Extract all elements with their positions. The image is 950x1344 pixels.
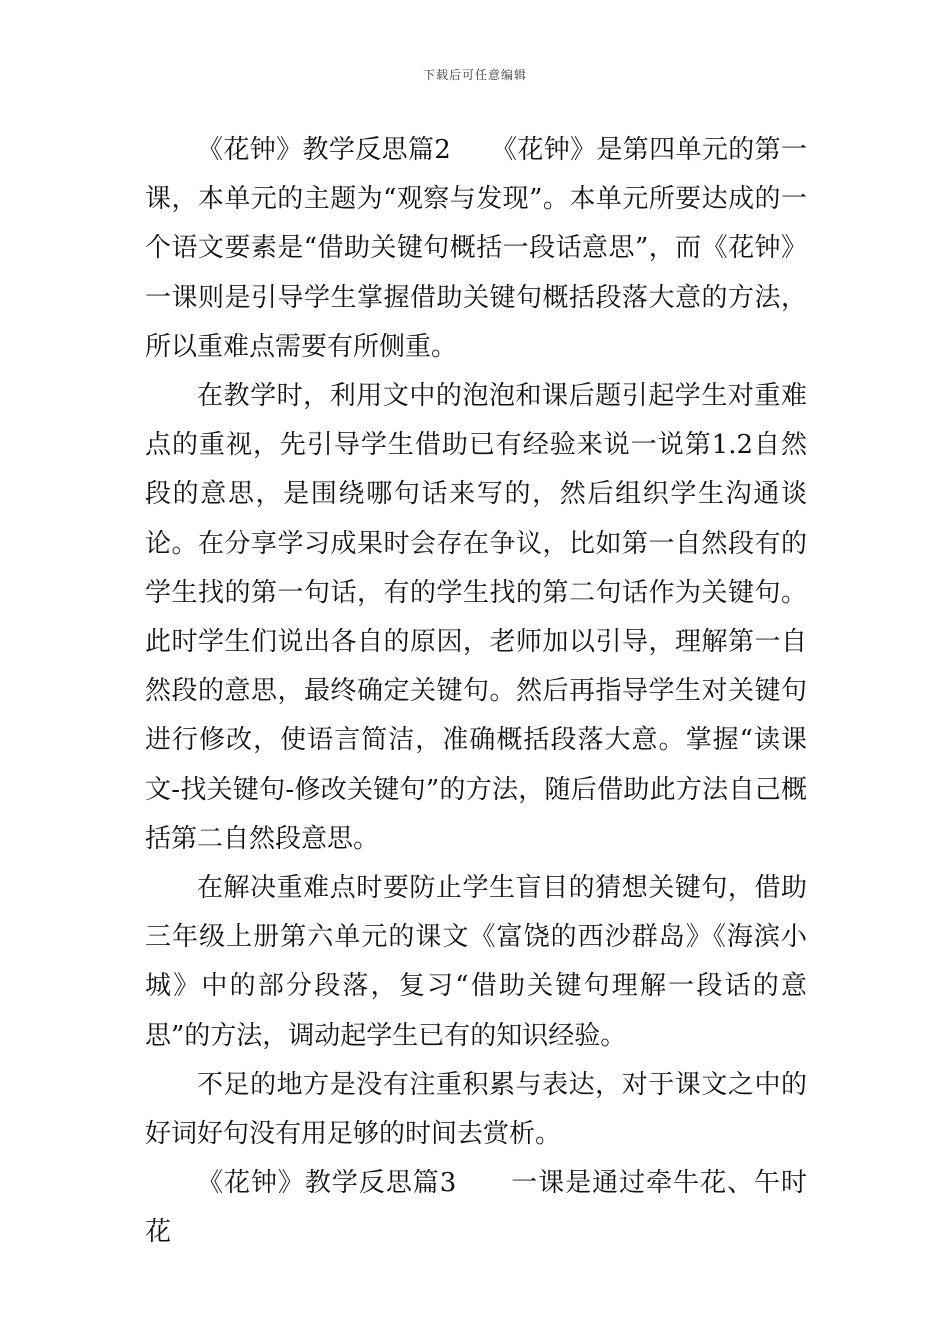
paragraph-5: 《花钟》教学反思篇3 一课是通过牵牛花、午时花	[145, 1168, 807, 1248]
paragraph-4: 不足的地方是没有注重积累与表达，对于课文之中的好词好句没有用足够的时间去赏析。	[145, 1069, 807, 1150]
paragraph-3: 在解决重难点时要防止学生盲目的猜想关键句，借助三年级上册第六单元的课文《富饶的西沙群岛》《海滨小城》中的部分段落，复习“借助关键句理解一段话的意思”的方法，调动起学生已有的知识经验。	[145, 873, 807, 1051]
page-header: 下载后可任意编辑	[422, 68, 527, 82]
paragraph-2: 在教学时，利用文中的泡泡和课后题引起学生对重难点的重视，先引导学生借助已有经验来说一说第1.2自然段的意思，是围绕哪句话来写的，然后组织学生沟通谈论。在分享学习成果时会存在争议，比如第一自然段有的学生找的第一句话，有的学生找的第二句话作为关键句。此时学生们说出各自的原因，老师加以引导，理解第一自然段的意思，最终确定关键句。然后再指导学生对关键句进行修改，使语言简洁，准确概括段落大意。掌握“读课文-找关键句-修改关键句”的方法，随后借助此方法自己概括第二自然段意思。	[145, 381, 807, 854]
document-body	[145, 126, 807, 1258]
paragraph-1: 《花钟》教学反思篇2 《花钟》是第四单元的第一课，本单元的主题为“观察与发现”。本单元所要达成的一个语文要素是“借助关键句概括一段话意思”，而《花钟》一课则是引导学生掌握借助关键句概括段落大意的方法，所以重难点需要有所侧重。	[145, 135, 807, 362]
